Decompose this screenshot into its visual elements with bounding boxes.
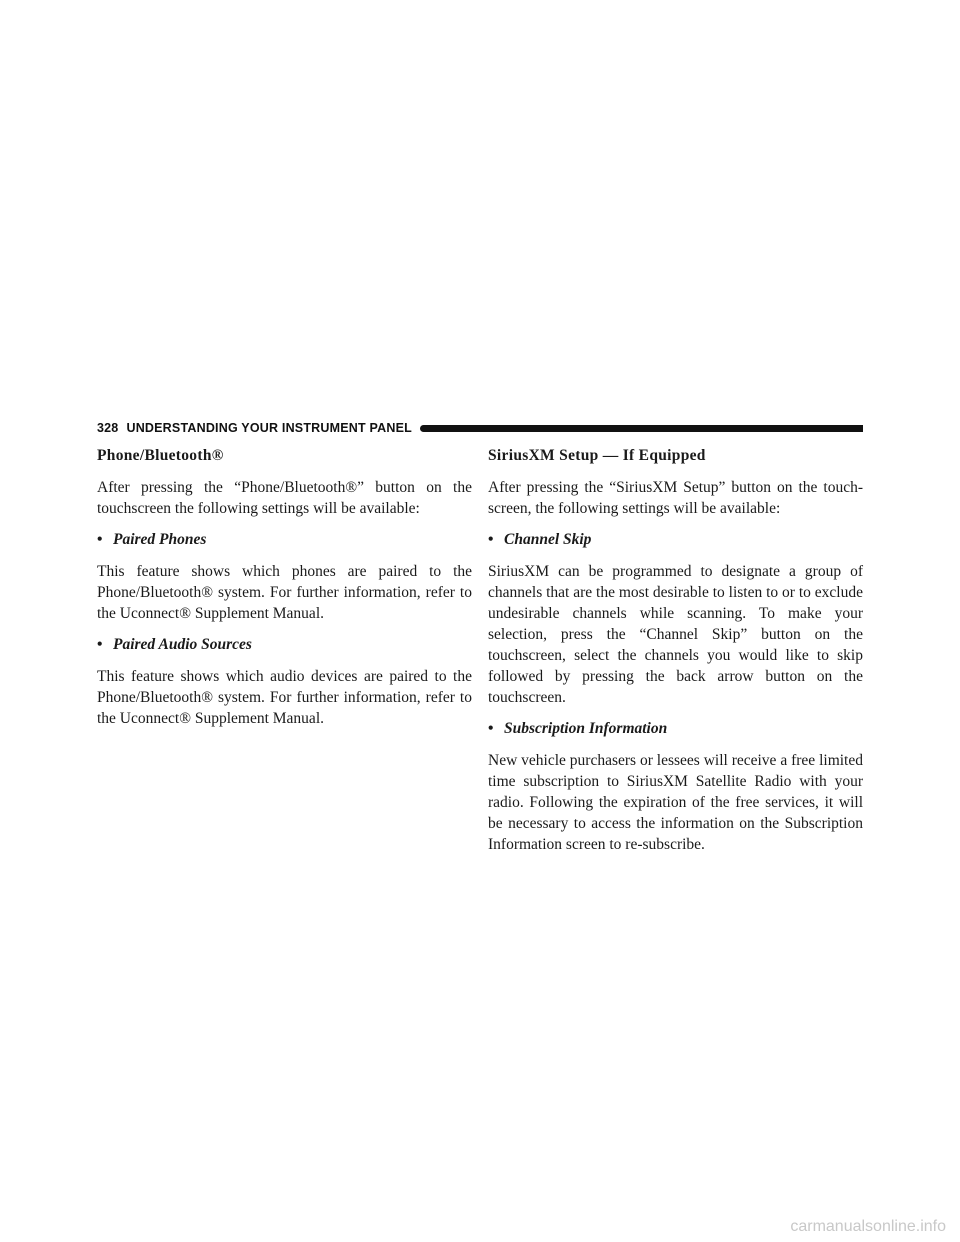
phone-bluetooth-heading: Phone/Bluetooth®: [97, 447, 224, 464]
page-number: 328: [97, 421, 119, 435]
section-title: UNDERSTANDING YOUR INSTRUMENT PANEL: [126, 421, 412, 435]
header-rule: [420, 425, 863, 432]
left-column: [97, 446, 472, 740]
bullet-dot: •: [488, 531, 494, 548]
bullet-paired-phones: [97, 530, 472, 550]
watermark: carmanualsonline.info: [790, 1218, 946, 1235]
channel-skip-description: SiriusXM can be programmed to designate a group of channels that are the most desirable to listen to or to exclude undesirable channels while scanning. To make your selection, press the “Channel Skip” button on the touchscreen, select the channels you would like to skip followed by pressing the back arrow button on the touchscreen.: [488, 563, 863, 706]
bullet-label: Subscription Information: [504, 720, 668, 737]
siriusxm-heading: SiriusXM Setup — If Equipped: [488, 447, 706, 464]
bullet-channel-skip: [488, 530, 863, 550]
paired-audio-description: This feature shows which audio devices are paired to the Phone/Bluetooth® system. For further information, refer to the Uconnect® Supplement Manual.: [97, 668, 472, 727]
bullet-label: Paired Audio Sources: [113, 636, 252, 653]
right-column: [488, 446, 863, 866]
subscription-description: New vehicle purchasers or lessees will receive a free limited time subscription to SiriusXM Satellite Radio with your radio. Following the expiration of the free services, it will be necessary to access the information on the Subscription Information screen to re-subscribe.: [488, 752, 863, 853]
bullet-dot: •: [97, 636, 103, 653]
bullet-label: Paired Phones: [113, 531, 207, 548]
phone-bluetooth-intro: After pressing the “Phone/Bluetooth®” button on the touchscreen the following settings will be available:: [97, 479, 472, 517]
paired-phones-description: This feature shows which phones are paired to the Phone/Bluetooth® system. For further information, refer to the Uconnect® Supplement Manual.: [97, 563, 472, 622]
bullet-dot: •: [97, 531, 103, 548]
page-header: [97, 420, 863, 436]
bullet-paired-audio-sources: [97, 635, 472, 655]
bullet-label: Channel Skip: [504, 531, 592, 548]
siriusxm-intro: After pressing the “SiriusXM Setup” button on the touch-screen, the following settings will be available:: [488, 479, 863, 517]
bullet-dot: •: [488, 720, 494, 737]
bullet-subscription-information: [488, 719, 863, 739]
